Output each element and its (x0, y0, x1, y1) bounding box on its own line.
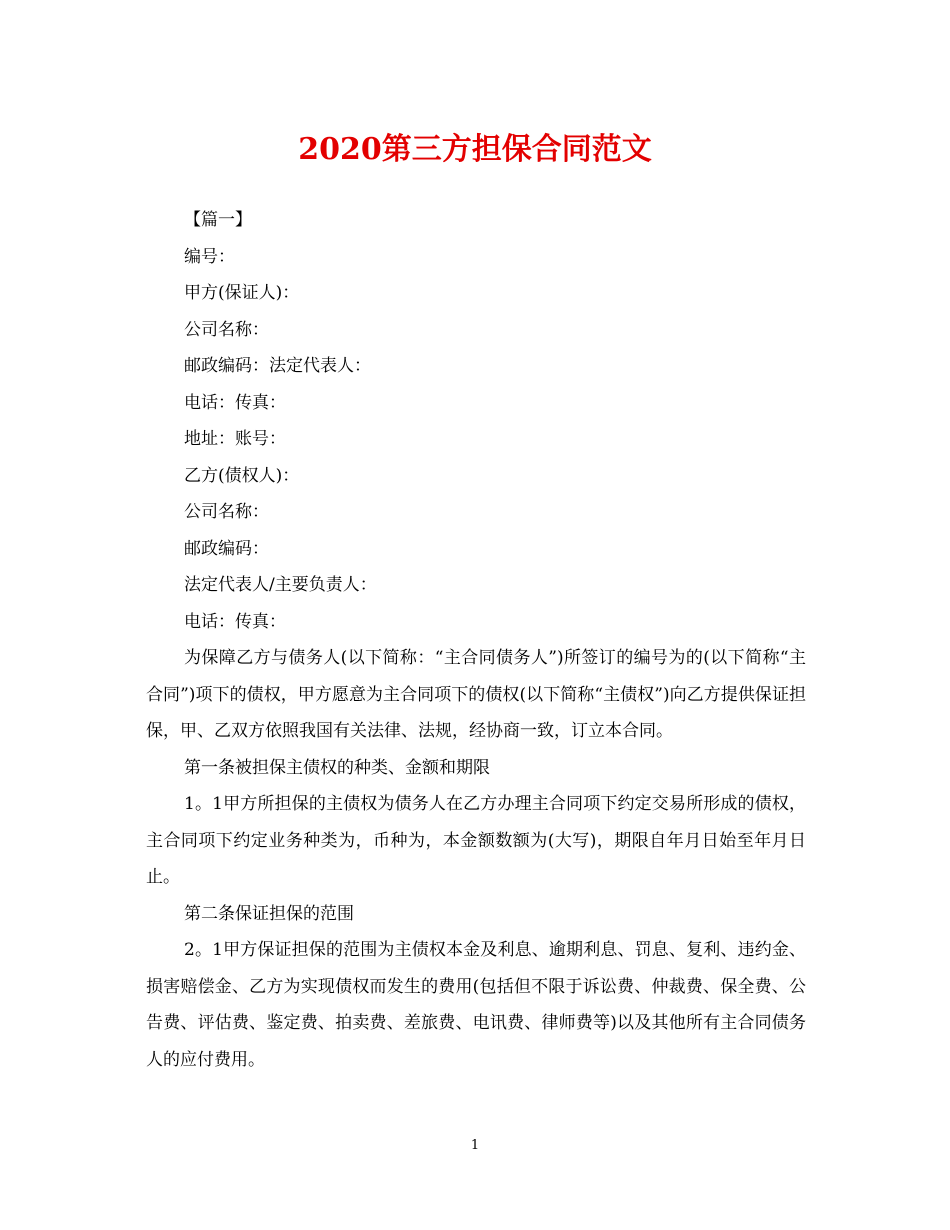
party-a-address-account: 地址：账号： (184, 429, 286, 449)
article-2-clause-1: 2。1甲方保证担保的范围为主债权本金及利息、逾期利息、罚息、复利、违约金、损害赔偿金、乙方为实现债权而发生的费用(包括但不限于诉讼费、仲裁费、保全费、公告费、评估费、鉴定费、拍卖费、差旅费、电讯费、律师费等)以及其他所有主合同债务人的应付费用。 (146, 940, 806, 1070)
article-2-heading: 第二条保证担保的范围 (184, 903, 354, 924)
party-a-phone-fax: 电话：传真： (184, 392, 286, 413)
document-title: 2020第三方担保合同范文 (298, 132, 652, 167)
party-b-company-name: 公司名称： (184, 502, 269, 522)
party-b-postcode: 邮政编码： (184, 538, 269, 559)
party-b-representative: 法定代表人/主要负责人： (184, 575, 377, 595)
page-number: 1 (470, 1138, 480, 1153)
party-a-company-name: 公司名称： (184, 319, 269, 340)
article-1-heading: 第一条被担保主债权的种类、金额和期限 (184, 757, 490, 778)
party-a-heading: 甲方(保证人)： (184, 283, 300, 303)
party-a-postcode-representative: 邮政编码：法定代表人： (184, 356, 371, 376)
field-number: 编号： (184, 246, 235, 267)
preamble-paragraph: 为保障乙方与债务人(以下简称：“主合同债务人”)所签订的编号为的(以下简称“主合同”)项下的债权，甲方愿意为主合同项下的债权(以下简称“主债权”)向乙方提供保证担保，甲、乙双方依照我国有关法律、法规，经协商一致，订立本合同。 (146, 648, 806, 741)
document-body (146, 202, 806, 1078)
party-b-phone-fax: 电话：传真： (184, 611, 286, 632)
article-1-clause-1: 1。1甲方所担保的主债权为债务人在乙方办理主合同项下约定交易所形成的债权，主合同项下约定业务种类为，币种为，本金额数额为(大写)，期限自年月日始至年月日止。 (146, 794, 806, 887)
section-heading: 【篇一】 (184, 210, 252, 230)
party-b-heading: 乙方(债权人)： (184, 465, 300, 486)
